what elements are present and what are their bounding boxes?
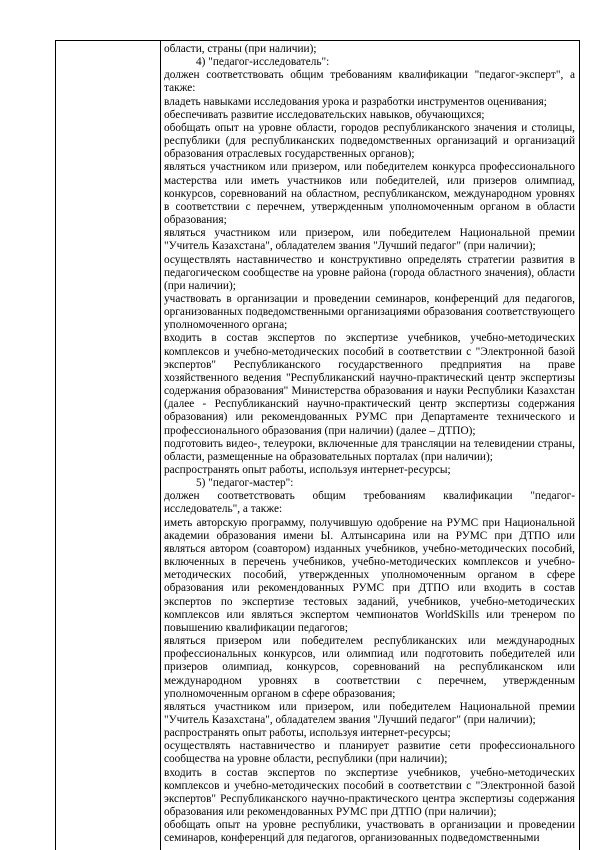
table-frame	[55, 40, 580, 850]
requirements-cell	[164, 43, 575, 846]
paragraph: распространять опыт работы, используя интернет-ресурсы;	[164, 727, 451, 740]
paragraph: являться участником или призером, или победителем Национальной премии "Учитель Казахстана", обладателем звания "Лучший педагог" (при наличии);	[164, 227, 575, 253]
paragraph: обеспечивать развитие исследовательских навыков, обучающихся;	[164, 108, 485, 121]
paragraph: являться призером или победителем республиканских или международных профессиональных конкурсов, или олимпиад или подготовить победителей или призеров олимпиад, конкурсов, соревнований на республиканском или международном уровнях в соответствии с перечнем, утвержденным уполномоченным органом в сфере образования;	[164, 635, 575, 700]
paragraph: являться участником или призером, или победителем конкурса профессионального мастерства или иметь участников или победителей, или призеров олимпиад, конкурсов, соревнований на областном, республиканском, международном уровнях в соответствии с перечнем, утвержденным уполномоченным органом в области образования;	[164, 161, 575, 227]
paragraph: должен соответствовать общим требованиям квалификации "педагог-эксперт", а также:	[164, 69, 575, 95]
paragraph: иметь авторскую программу, получившую одобрение на РУМС при Национальной академии образования имени Ы. Алтынсарина или на РУМС при ДТПО или являться автором (соавтором) изданных учебников, учебно-методических пособий, включенных в перечень учебников, учебно-методических комплексов и учебно-методических пособий, утвержденных уполномоченным органом в сфере образования или рекомендованных РУМС при ДТПО или входить в состав экспертов по экспертизе тестовых заданий, учебников, учебно-методических комплексов или являться экспертом чемпионатов WorldSkills или тренером по повышению квалификации педагогов;	[164, 516, 575, 634]
paragraph: подготовить видео-, телеуроки, включенные для трансляции на телевидении страны, области, размещенные на образовательных порталах (при наличии);	[164, 437, 575, 463]
paragraph: распространять опыт работы, используя интернет-ресурсы;	[164, 464, 451, 476]
paragraph: должен соответствовать общим требованиям квалификации "педагог-исследователь", а также:	[164, 490, 575, 516]
paragraph: входить в состав экспертов по экспертизе учебников, учебно-методических комплексов и учебно-методических пособий в соответствии с "Электронной базой экспертов" Республиканского научно-практического центра экспертизы содержания образования или рекомендованных РУМС при ДТПО (при наличии);	[164, 766, 575, 819]
paragraph: обобщать опыт на уровне области, городов республиканского значения и столицы, республики (для республиканских подведомственных организаций и организаций образования отраслевых государственных органов);	[164, 121, 575, 161]
paragraph: области, страны (при наличии);	[164, 43, 317, 55]
paragraph: владеть навыками исследования урока и разработки инструментов оценивания;	[164, 95, 547, 108]
paragraph: обобщать опыт на уровне республики, участвовать в организации и проведении семинаров, конференций для педагогов, организованных подведомственными	[164, 819, 575, 845]
column-divider	[160, 41, 161, 850]
paragraph: 5) "педагог-мастер":	[196, 477, 294, 490]
paragraph: входить в состав экспертов по экспертизе учебников, учебно-методических комплексов и учебно-методических пособий в соответствии с "Электронной базой экспертов" Республиканского государственного предприятия на праве хозяйственного ведения "Республиканский научно-практический центр экспертизы содержания образования" Министерства образования и науки Республики Казахстан (далее - Республиканский научно-практический центр экспертизы содержания образования) или рекомендованных РУМС при Департаменте технического и профессионального образования (при наличии) (далее – ДТПО);	[164, 332, 575, 437]
paragraph: осуществлять наставничество и конструктивно определять стратегии развития в педагогическом сообществе на уровне района (города областного значения), области (при наличии);	[164, 253, 575, 292]
paragraph: участвовать в организации и проведении семинаров, конференций для педагогов, организованных подведомственными организациями образования соответствующего уполномоченного органа;	[164, 292, 575, 332]
paragraph: являться участником или призером, или победителем Национальной премии "Учитель Казахстана", обладателем звания "Лучший педагог" (при наличии);	[164, 700, 575, 726]
paragraph: осуществлять наставничество и планирует развитие сети профессионального сообщества на уровне области, республики (при наличии);	[164, 740, 575, 766]
paragraph: 4) "педагог-исследователь":	[196, 56, 330, 69]
